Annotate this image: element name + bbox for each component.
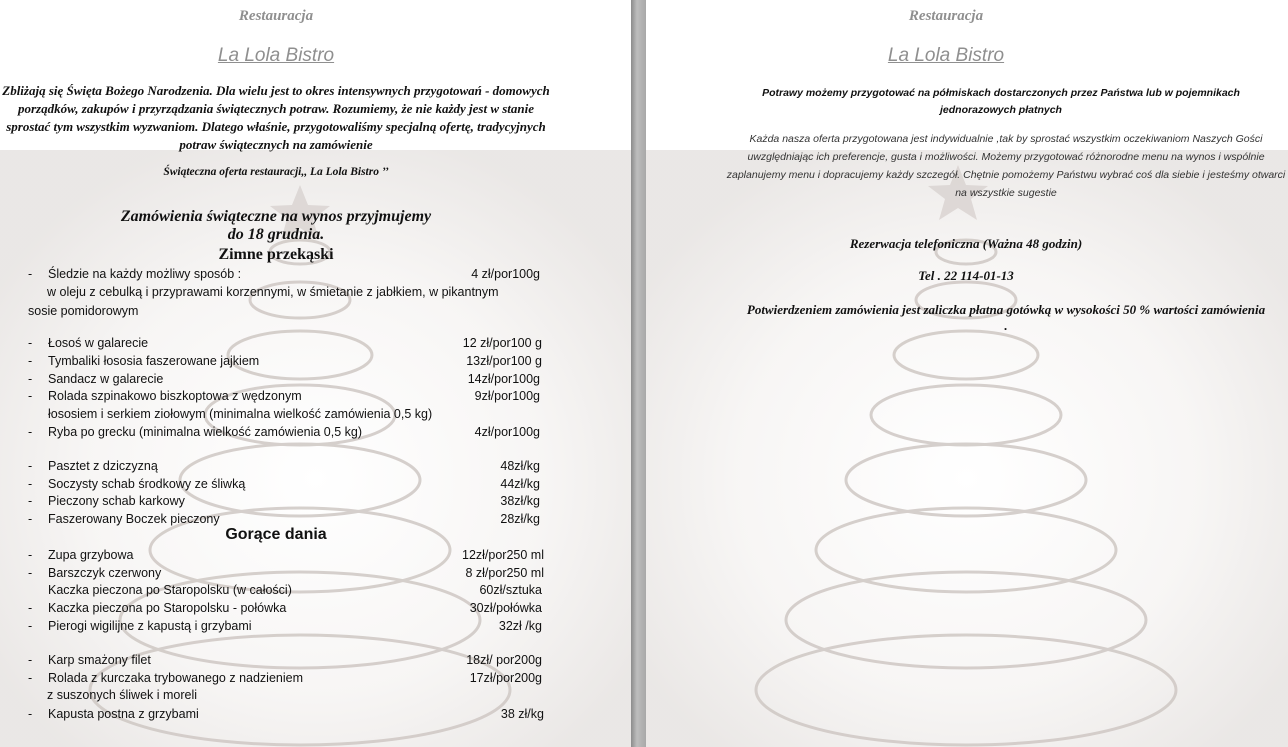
item-name: Pasztet z dziczyzną	[48, 459, 158, 473]
item-description: sosie pomidorowym	[28, 304, 139, 318]
item-price: 32zł /kg	[498, 619, 542, 633]
list-item: - Kaczka pieczona po Staropolsku - połówka 30zł/połówka	[28, 601, 542, 615]
item-price: 30zł/połówka	[469, 601, 542, 615]
header-restaurant-name: La Lola Bistro	[887, 45, 1005, 66]
page-left	[0, 0, 631, 747]
header-restaurant-label: Restauracja	[908, 8, 984, 24]
list-item: - Karp smażony filet 18zł/ por200g	[28, 653, 542, 667]
item-price: 18zł/ por200g	[466, 653, 542, 667]
list-item: - Pierogi wigilijne z kapustą i grzybami 32zł /kg	[28, 619, 542, 633]
list-item: - Soczysty schab środkowy ze śliwką 44zł/kg	[28, 477, 540, 491]
offer-line: Świąteczna oferta restauracji,, La Lola Bistro ’’	[163, 166, 389, 178]
item-description: łososiem i serkiem ziołowym (minimalna wielkość zamówienia 0,5 kg)	[48, 407, 433, 421]
section-title-cold: Zimne przekąski	[218, 246, 334, 263]
list-item: - Sandacz w galarecie 14zł/por100g	[28, 372, 540, 386]
confirmation-paragraph: Potwierdzeniem zamówienia jest zaliczka płatna gotówką w wysokości 50 % wartości zamówienia .	[746, 302, 1266, 333]
list-item: - Kapusta postna z grzybami 38 zł/kg	[28, 707, 544, 721]
item-price: 4 zł/por100g	[471, 267, 540, 281]
item-price: 4zł/por100g	[474, 425, 540, 439]
item-name: Tymbaliki łososia faszerowane jajkiem	[48, 354, 260, 368]
item-name: Kapusta postna z grzybami	[48, 707, 199, 721]
item-description: z suszonych śliwek i moreli	[47, 688, 198, 702]
item-name: Kaczka pieczona po Staropolsku (w całości)	[48, 583, 292, 597]
item-price: 9zł/por100g	[474, 389, 540, 403]
item-name: Karp smażony filet	[48, 653, 151, 667]
item-price: 28zł/kg	[500, 512, 540, 526]
item-price: 60zł/sztuka	[479, 583, 542, 597]
intro-paragraph: Zbliżają się Święta Bożego Narodzenia. Dla wielu jest to okres intensywnych przygotowań - domowych porządków, zakupów i przyrządzania świątecznych potraw. Rozumiemy, że nie każdy jest w stanie sprostać tym wszystkim wyzwaniom. Dlatego właśnie, przygotowaliśmy specjalną ofertę, tradycyjnych potraw świątecznych na zamówienie	[2, 83, 550, 152]
list-item: - Pieczony schab karkowy 38zł/kg	[28, 494, 540, 508]
item-name: Zupa grzybowa	[48, 548, 134, 562]
page-right	[646, 0, 1288, 747]
item-name: Rolada szpinakowo biszkoptowa z wędzonym	[48, 389, 302, 403]
list-item: - Pasztet z dziczyzną 48zł/kg	[28, 459, 540, 473]
list-item: - Łosoś w galarecie 12 zł/por100 g	[28, 336, 542, 350]
item-price: 12zł/por250 ml	[462, 548, 544, 562]
item-price: 48zł/kg	[500, 459, 540, 473]
item-name: Soczysty schab środkowy ze śliwką	[48, 477, 246, 491]
item-price: 14zł/por100g	[467, 372, 540, 386]
list-item	[0, 581, 600, 599]
list-item: - Faszerowany Boczek pieczony 28zł/kg	[28, 512, 540, 526]
item-name: Śledzie na każdy możliwy sposób :	[48, 267, 242, 281]
orders-deadline-line2: do 18 grudnia.	[227, 226, 325, 243]
item-price: 12 zł/por100 g	[462, 336, 542, 350]
list-item: - Zupa grzybowa 12zł/por250 ml	[28, 548, 544, 562]
item-price: 38zł/kg	[500, 494, 540, 508]
page-gutter	[631, 0, 646, 747]
header-restaurant-label: Restauracja	[238, 8, 314, 24]
item-price: 38 zł/kg	[500, 707, 544, 721]
list-item: - Śledzie na każdy możliwy sposób : 4 zł/por100g	[28, 267, 540, 281]
list-item: - Rolada z kurczaka trybowanego z nadzieniem 17zł/por200g	[28, 671, 542, 685]
item-price: 17zł/por200g	[469, 671, 542, 685]
list-item: - Rolada szpinakowo biszkoptowa z wędzonym 9zł/por100g	[28, 389, 540, 403]
phone-line: Tel . 22 114-01-13	[918, 268, 1014, 283]
section-title-hot: Gorące dania	[225, 526, 327, 543]
item-price: 44zł/kg	[500, 477, 540, 491]
item-price: 8 zł/por250 ml	[465, 566, 544, 580]
reservation-line: Rezerwacja telefoniczna (Ważna 48 godzin)	[849, 236, 1083, 251]
orders-deadline-line1: Zamówienia świąteczne na wynos przyjmujemy	[120, 208, 432, 225]
item-name: Barszczyk czerwony	[48, 566, 162, 580]
item-name: Łosoś w galarecie	[48, 336, 149, 350]
list-item: - Tymbaliki łososia faszerowane jajkiem 13zł/por100 g	[28, 354, 542, 368]
item-name: Sandacz w galarecie	[48, 372, 164, 386]
item-price: 13zł/por100 g	[466, 354, 542, 368]
item-name: Faszerowany Boczek pieczony	[48, 512, 220, 526]
item-name: Ryba po grecku (minimalna wielkość zamówienia 0,5 kg)	[48, 425, 363, 439]
item-name: Kaczka pieczona po Staropolsku - połówka	[48, 601, 287, 615]
list-item: - Barszczyk czerwony 8 zł/por250 ml	[28, 566, 544, 580]
item-name: Pierogi wigilijne z kapustą i grzybami	[48, 619, 252, 633]
item-name: Pieczony schab karkowy	[48, 494, 185, 508]
containers-note: Potrawy możemy przygotować na półmiskach dostarczonych przez Państwa lub w pojemnikach jednorazowych płatnych	[762, 87, 1240, 116]
item-description: w oleju z cebulką i przyprawami korzennymi, w śmietanie z jabłkiem, w pikantnym	[47, 285, 499, 299]
list-item: - Ryba po grecku (minimalna wielkość zamówienia 0,5 kg) 4zł/por100g	[28, 425, 540, 439]
item-name: Rolada z kurczaka trybowanego z nadzieniem	[48, 671, 303, 685]
offer-paragraph: Każda nasza oferta przygotowana jest indywidualnie ,tak by sprostać wszystkim oczekiwaniom Naszych Gości uwzględniając ich preferencje, gusta i możliwości. Możemy przygotować różnorodne menu na wynos i wspólnie zaplanujemy menu i dopracujemy każdy szczegół. Chętnie pomożemy Państwu wybrać coś dla siebie i jesteśmy otwarci na wszystkie sugestie	[726, 133, 1286, 199]
header-restaurant-name: La Lola Bistro	[217, 45, 335, 66]
